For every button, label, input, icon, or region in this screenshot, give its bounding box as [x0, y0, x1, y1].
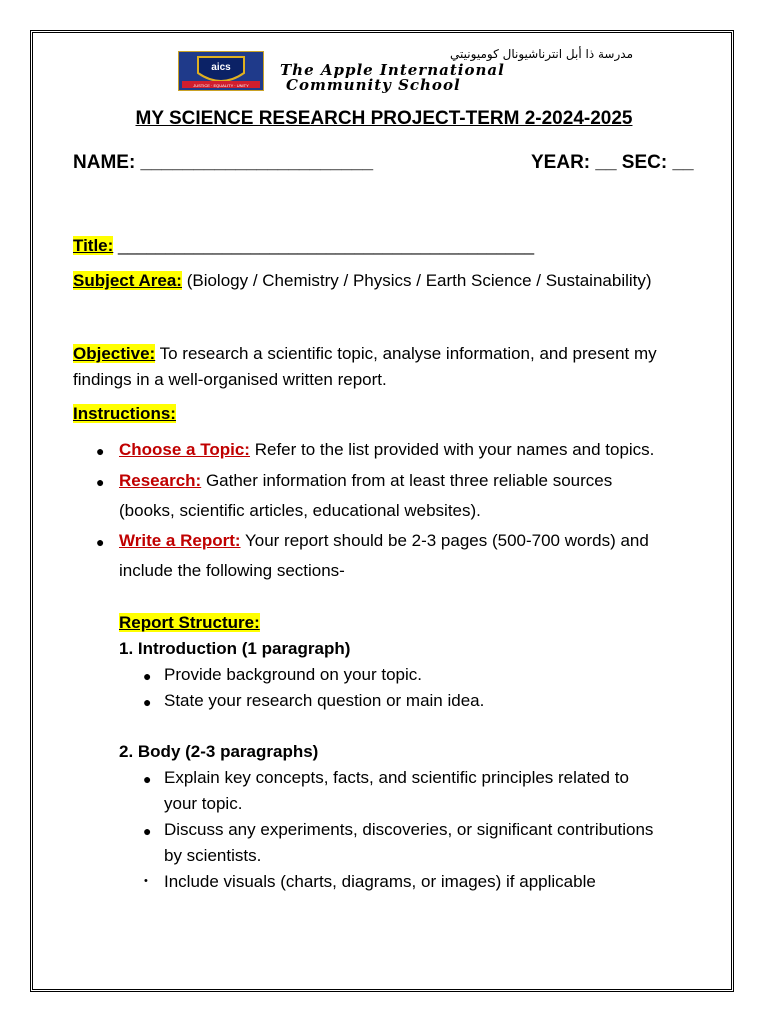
instruction-label: Choose a Topic: [119, 440, 250, 459]
school-logo [178, 51, 264, 91]
objective-text-2: findings in a well-organised written report. [73, 370, 387, 389]
bullet-icon: ● [143, 668, 152, 684]
list-item: Discuss any experiments, discoveries, or significant contributions [164, 820, 654, 839]
objective-row [73, 341, 657, 367]
list-item: Provide background on your topic. [164, 665, 422, 684]
objective-text-1: To research a scientific topic, analyse information, and present my [155, 344, 657, 363]
list-item-cont: by scientists. [164, 846, 262, 865]
instruction-item [119, 528, 649, 554]
instruction-text-cont: (books, scientific articles, educational websites). [119, 501, 481, 520]
year-sec-field: YEAR: __ SEC: __ [531, 152, 694, 173]
section-heading: 1. Introduction (1 paragraph) [119, 639, 351, 658]
subject-row [73, 268, 652, 294]
instruction-label: Write a Report: [119, 531, 241, 550]
school-name-line2: Community School [286, 76, 461, 94]
bullet-icon: ● [96, 443, 105, 459]
list-item-cont: your topic. [164, 794, 243, 813]
instruction-text: Refer to the list provided with your names and topics. [249, 440, 655, 459]
report-structure-heading [119, 610, 260, 636]
school-header [178, 48, 638, 94]
bullet-icon: • [144, 875, 148, 887]
title-label: Title: [73, 236, 114, 255]
subject-label: Subject Area: [73, 271, 182, 290]
bullet-icon: ● [143, 771, 152, 787]
document-title: MY SCIENCE RESEARCH PROJECT-TERM 2-2024-2025 [135, 108, 633, 129]
instruction-label: Research: [119, 471, 202, 490]
bullet-icon: ● [96, 534, 105, 550]
section-heading: 2. Body (2-3 paragraphs) [119, 742, 319, 761]
list-item: Include visuals (charts, diagrams, or images) if applicable [164, 872, 596, 891]
name-field: NAME: ______________________ [73, 152, 374, 173]
bullet-icon: ● [143, 823, 152, 839]
school-name-arabic: مدرسة ذا أبل انترناشيونال كوميونيتي [450, 47, 633, 61]
logo-motto: JUSTICE · EQUALITY · UNITY [193, 83, 249, 88]
subject-text: (Biology / Chemistry / Physics / Earth Science / Sustainability) [181, 271, 652, 290]
instruction-item [119, 437, 654, 463]
instructions-label: Instructions: [73, 404, 176, 423]
logo-text: aics [211, 62, 231, 73]
instruction-text: Your report should be 2-3 pages (500-700 words) and [240, 531, 649, 550]
report-structure-label: Report Structure: [119, 613, 260, 632]
title-row [73, 233, 534, 259]
title-line: ____________________________________________ [113, 236, 535, 255]
instructions-heading [73, 401, 176, 427]
bullet-icon: ● [143, 694, 152, 710]
instruction-text-cont: include the following sections- [119, 561, 345, 580]
school-name-line1: The Apple International [280, 61, 505, 79]
instruction-item [119, 468, 612, 494]
bullet-icon: ● [96, 474, 105, 490]
list-item: Explain key concepts, facts, and scientific principles related to [164, 768, 629, 787]
objective-label: Objective: [73, 344, 156, 363]
list-item: State your research question or main idea. [164, 691, 485, 710]
instruction-text: Gather information from at least three reliable sources [201, 471, 613, 490]
